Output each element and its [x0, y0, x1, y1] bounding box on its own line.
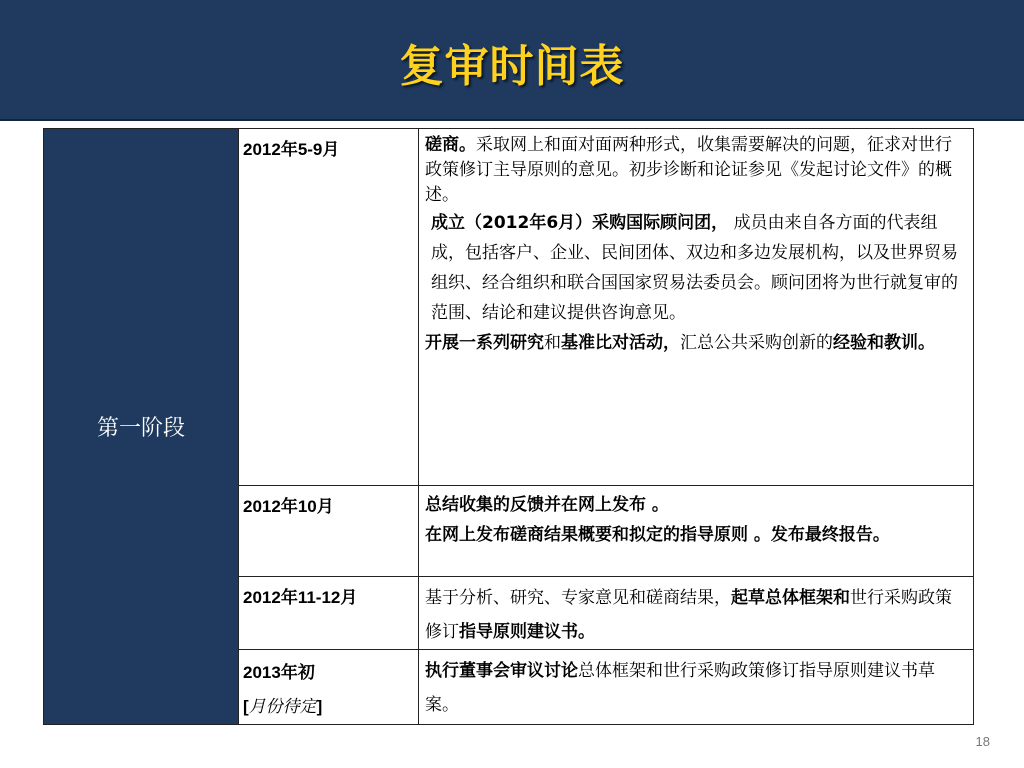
emphasis-text: 指导原则建议书。	[459, 622, 595, 642]
emphasis-text: 基准比对活动，	[561, 333, 680, 353]
date-cell	[239, 650, 419, 725]
description-text: 汇总公共采购创新的	[680, 333, 833, 353]
description-cell	[419, 486, 974, 577]
description-text: 成员由来自各方面的代表组成，包括客户、企业、民间团体、双边和多边发展机构，以及世界贸易组织、经合组织和联合国国家贸易法委员会。顾问团将为世行就复审的范围、结论和建议提供咨询意见。	[431, 213, 958, 323]
emphasis-text: 执行董事会审议讨论	[425, 661, 578, 681]
description-paragraph	[425, 133, 967, 208]
phase-label: 第一阶段	[96, 416, 185, 441]
date-cell	[239, 486, 419, 577]
emphasis-text: 成立（2012年6月）采购国际顾问团，	[431, 213, 729, 233]
description-cell	[419, 577, 974, 650]
date-text: 2012年11-12月	[243, 588, 358, 607]
date-text: 2013年初	[243, 663, 315, 682]
page-number: 18	[975, 734, 990, 749]
emphasis-text: 起草总体框架和	[731, 588, 850, 608]
date-cell	[239, 577, 419, 650]
description-cell	[419, 129, 974, 486]
date-cell	[239, 129, 419, 486]
description-cell	[419, 650, 974, 725]
description-paragraph	[425, 208, 967, 328]
header-bar	[0, 0, 1024, 121]
emphasis-text: 经验和教训。	[833, 333, 935, 353]
date-text: 2012年5-9月	[243, 140, 340, 159]
emphasis-text: 开展一系列研究	[425, 333, 544, 353]
description-paragraph	[425, 328, 967, 358]
description-text: 总体框架和世行采购政策修订指导原则建议书草案。	[425, 661, 935, 715]
emphasis-text: 磋商。	[425, 135, 476, 155]
schedule-table	[43, 128, 974, 725]
description-text: 和	[544, 333, 561, 353]
description-text: 世行采购政策修订	[425, 588, 952, 642]
description-text: 基于分析、研究、专家意见和磋商结果，	[425, 588, 731, 608]
description-text: 采取网上和面对面两种形式，收集需要解决的问题，征求对世行政策修订主导原则的意见。初步诊断和论证参见《发起讨论文件》的概述。	[425, 135, 952, 205]
slide-title: 复审时间表	[399, 41, 625, 92]
description-paragraph: 总结收集的反馈并在网上发布 。	[425, 495, 669, 515]
date-note: [月份待定]	[243, 697, 323, 716]
date-text: 2012年10月	[243, 497, 334, 516]
description-paragraph: 在网上发布磋商结果概要和拟定的指导原则 。发布最终报告。	[425, 525, 890, 545]
phase-cell	[44, 129, 239, 725]
table-row	[44, 129, 974, 486]
